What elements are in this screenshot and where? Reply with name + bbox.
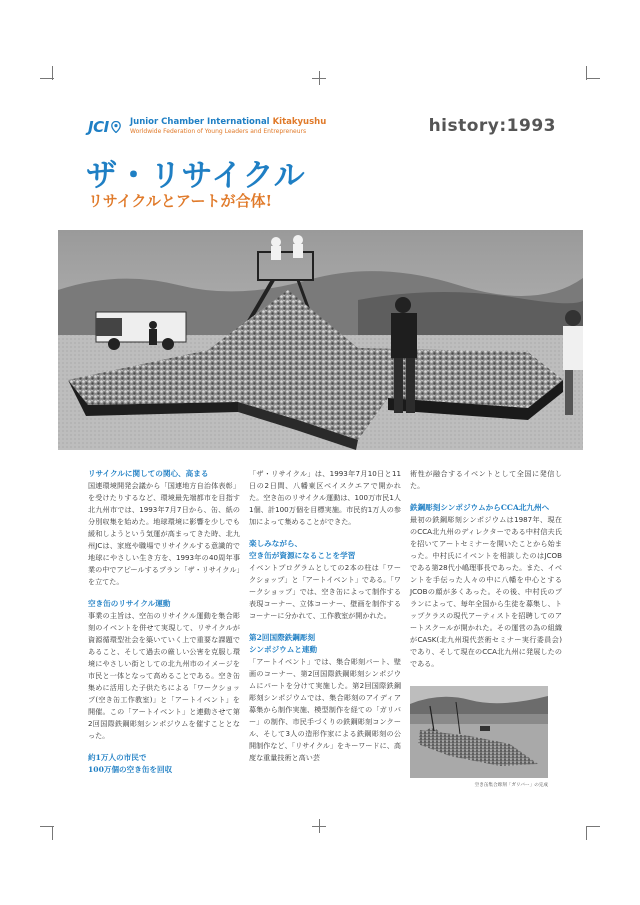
page-title: ザ・リサイクル: [86, 158, 306, 194]
paragraph: 「ザ・リサイクル」は、1993年7月10日と11日の2日間、八幡東区ベイスクエアで開かれた。空き缶のリサイクル運動は、100万市民1人1個、計100万個を目標実施。市民約1万人の参加によって集めることができた。: [249, 469, 401, 526]
paragraph: イベントプログラムとしての2本の柱は「ワークショップ」と「アートイベント」である。「ワークショップ」では、空き缶によって制作する表現コーナー、立体コーナー、壁画を制作するコーナーに分かれて、工作教室が開かれた。: [249, 563, 401, 620]
can-sculpture-photo: [58, 230, 583, 450]
crop-mark-bc-v: [319, 819, 320, 833]
main-photo: [58, 230, 583, 450]
heading-can-recycle: 空き缶のリサイクル運動: [88, 599, 171, 608]
crop-mark-br-h: [586, 826, 600, 827]
crop-mark-bl-v: [52, 826, 53, 840]
heading-recycle-interest: リサイクルに関しての関心、高まる: [88, 469, 209, 478]
photo-caption: 空き缶集合彫刻「ガリバー」の完成: [474, 783, 548, 788]
heading-symposium-line2: シンポジウムと連動: [249, 645, 318, 654]
heading-citizens-line2: 100万個の空き缶を回収: [88, 765, 173, 774]
heading-citizens-line1: 約1万人の市民で: [88, 753, 147, 762]
gulliver-photo: [410, 686, 548, 778]
article-column-1: [88, 468, 240, 776]
crop-mark-tl-v: [52, 66, 53, 80]
history-label: history:1993: [428, 116, 556, 136]
crop-mark-tr-h: [586, 78, 600, 79]
heading-learning-line1: 楽しみながら、: [249, 539, 303, 548]
paragraph: 最初の鉄鋼彫刻シンポジウムは1987年、現在のCCA北九州のディレクターである中村信夫氏を招いてアートセミナーを開いたことから始まった。中村氏にイベントを相談したのはJCOBである第28代小嶋理事長であった。また、イベントを手伝った人々の中に八幡を中心とするJCOBの顔が多くあった。その後、中村氏のプランによって、毎年全国から生徒を募集し、トップクラスの現代アーティストを招聘してのアートスクールが開かれた。その運営の為の組織がCASK(北九州現代芸術セミナー実行委員会)であり、そして現在のCCA北九州に発展したのである。: [410, 515, 562, 668]
crop-mark-tr-v: [586, 66, 587, 80]
paragraph: 「アートイベント」では、集合彫刻パート、壁画のコーナー、第2回国際鉄鋼彫刻シンポジウムにパートを分けて実施した。第2回国際鉄鋼彫刻シンポジウムでは、集合彫刻のアイディア募集から制作実施、模型制作を経ての「ガリバー」の制作、市民手づくりの鉄鋼彫刻コンクール、そして3人の造形作家による鉄鋼彫刻の公開制作など、「リサイクル」をキーワードに、高度な重量技術と高い芸: [249, 657, 401, 762]
paragraph: 事業の主旨は、空缶のリサイクル運動を集合彫刻のイベントを併せて実現して、リサイクルが資源循環型社会を築いていく上で重要な課題であること、そして過去の厳しい公害を克服し環境にやさしい街としての北九州市のイメージを市民と一体となって高めることである。空き缶集めに活用した子供たちによる「ワークショップ(空き缶工作教室)」と「アートイベント」を開催。この「アートイベント」と連動させて第2回国際鉄鋼彫刻シンポジウムを催すこととなった。: [88, 611, 240, 740]
crop-mark-tc-v: [319, 71, 320, 85]
org-subtitle: Worldwide Federation of Young Leaders and Entrepreneurs: [130, 128, 307, 135]
globe-pin-icon: [111, 121, 121, 133]
org-name: [130, 117, 326, 127]
org-name-prefix: Junior Chamber International: [130, 117, 270, 127]
jci-logo: [88, 118, 121, 136]
article-column-3: [410, 468, 562, 672]
heading-learning-line2: 空き缶が資源になることを学習: [249, 551, 356, 560]
heading-cca: 鉄鋼彫刻シンポジウムからCCA北九州へ: [410, 503, 550, 512]
heading-symposium-line1: 第2回国際鉄鋼彫刻: [249, 633, 316, 642]
article-column-2: [249, 468, 401, 766]
org-name-city: Kitakyushu: [272, 117, 327, 127]
gulliver-sculpture-photo: [410, 686, 548, 778]
paragraph: 国連環境開発会議から「国連地方自治体表彰」を受けたりするなど、環境最先端都市を目指す北九州市では、1993年7月7日から、缶、紙の分別収集を始めた。地球環境に影響を少しでも緩和しようという気運が高まってきた時、北九州JCは、家庭や職場でリサイクルする意識的で地球にやさしい生き方を、1993年の40周年事業の中でアピールするプラン「ザ・リサイクル」を立てた。: [88, 481, 240, 586]
page-header: [88, 116, 556, 142]
paragraph: 術性が融合するイベントとして全国に発信した。: [410, 469, 562, 490]
jci-logo-text: JCI: [88, 118, 109, 136]
page-subtitle: リサイクルとアートが合体!: [88, 192, 273, 210]
crop-mark-br-v: [586, 826, 587, 840]
